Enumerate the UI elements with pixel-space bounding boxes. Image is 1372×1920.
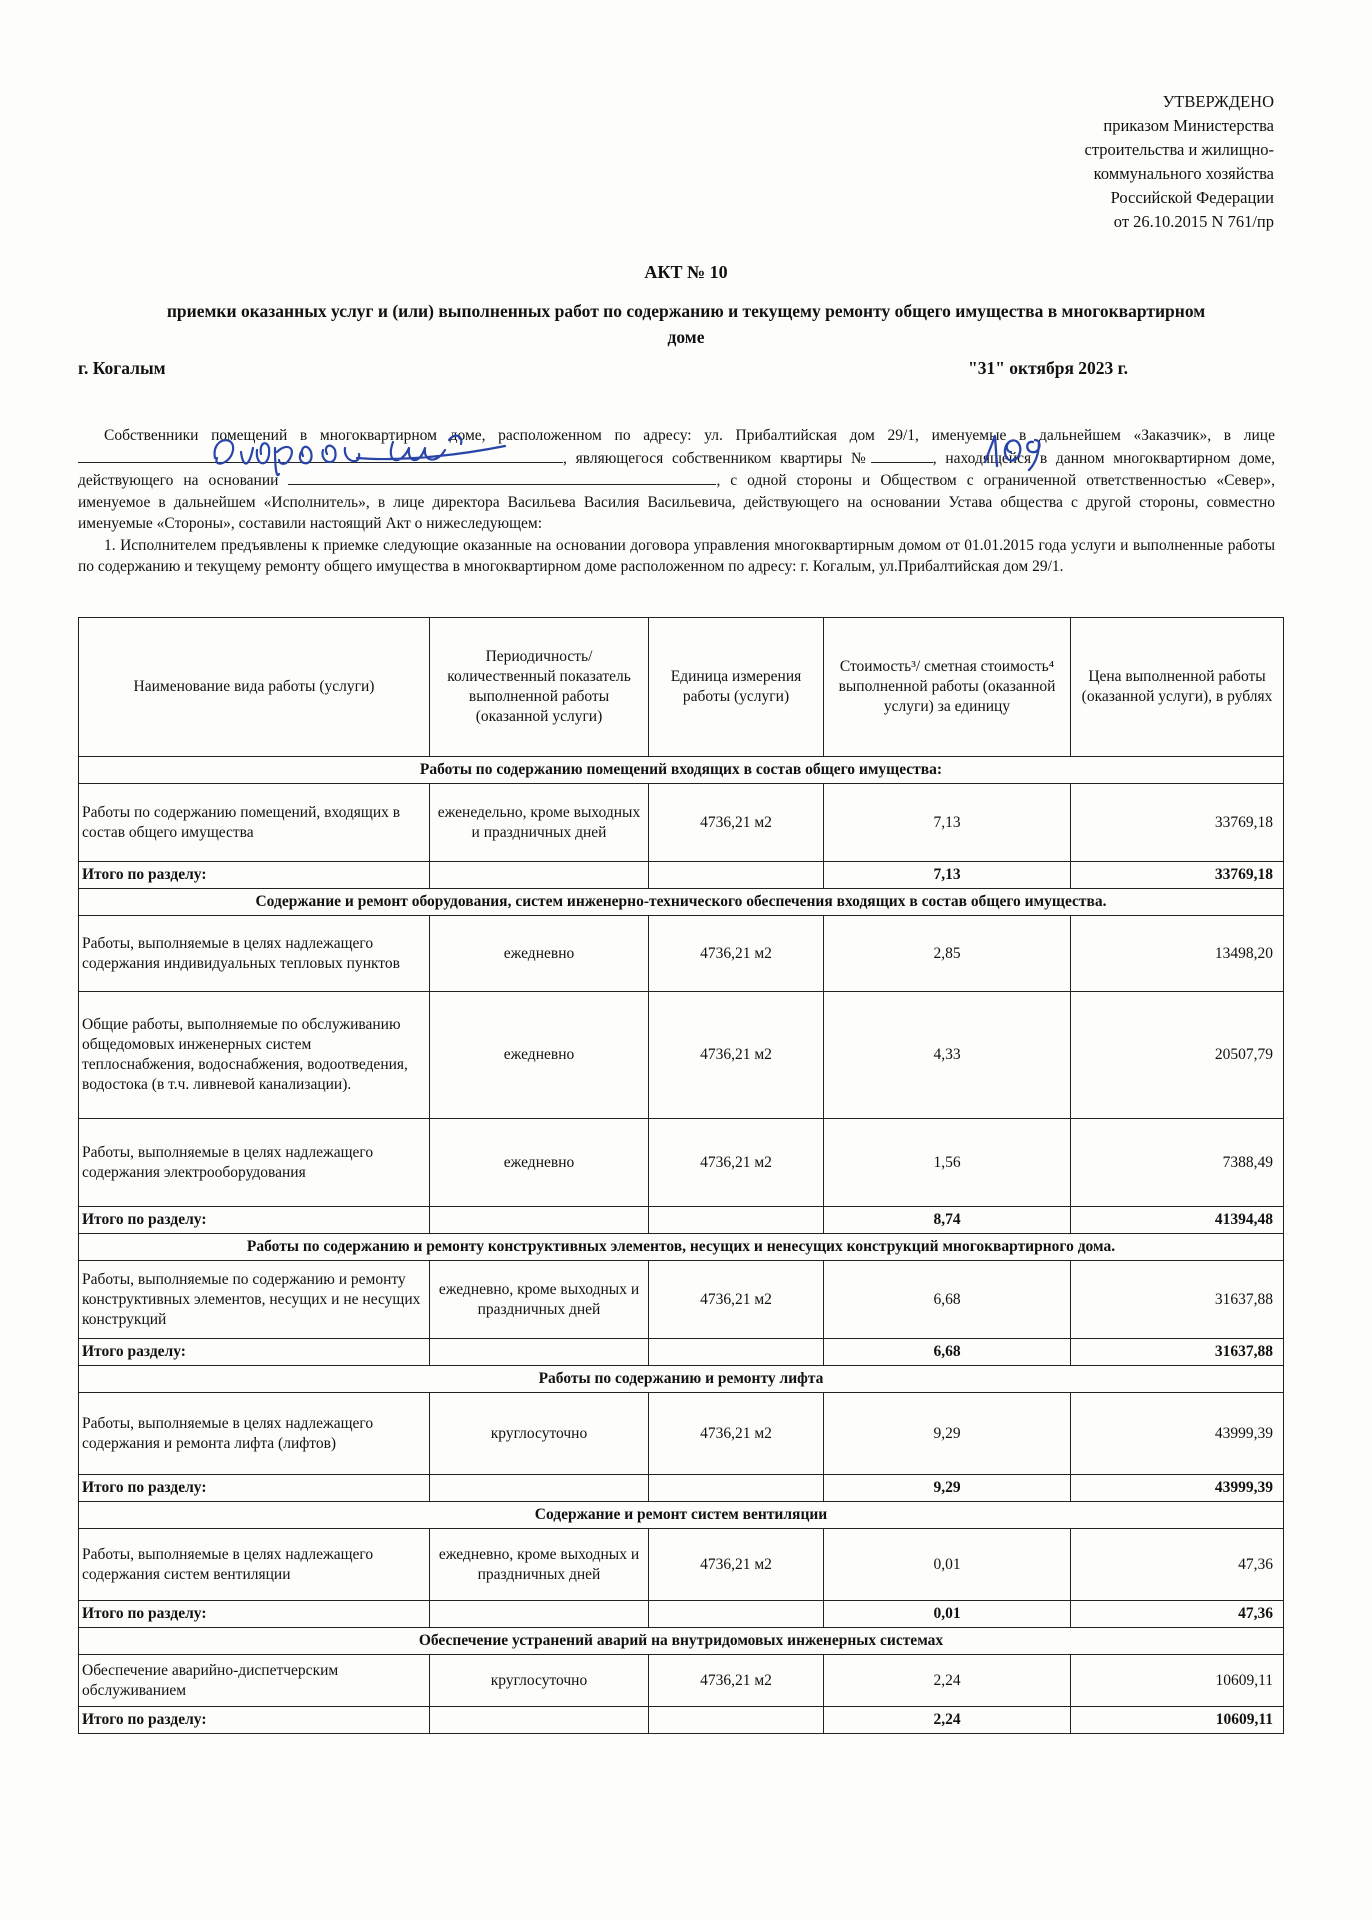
total-cost: 9,29 — [824, 1475, 1071, 1502]
header-work-name: Наименование вида работы (услуги) — [79, 618, 430, 757]
total-cost: 6,68 — [824, 1339, 1071, 1366]
price-cell: 43999,39 — [1071, 1393, 1284, 1475]
intro-paragraph-services: 1. Исполнителем предъявлены к приемке следующие оказанные на основании договора управления многоквартирным домом от 01.01.2015 года услуги и выполненные работы по содержанию и текущему ремонту общего имущества в многоквартирном доме расположенном по адресу: г. Когалым, ул.Прибалтийская дом 29/1. — [78, 536, 1275, 575]
section-title: Работы по содержанию и ремонту лифта — [79, 1366, 1284, 1393]
approval-line: от 26.10.2015 N 761/пр — [1113, 212, 1274, 231]
unit-cell: 4736,21 м2 — [649, 916, 824, 992]
unit-cost-cell: 2,24 — [824, 1655, 1071, 1707]
unit-cost-cell: 4,33 — [824, 992, 1071, 1119]
total-cost: 7,13 — [824, 862, 1071, 889]
total-cost: 2,24 — [824, 1707, 1071, 1734]
periodicity-cell: круглосуточно — [430, 1393, 649, 1475]
unit-cost-cell: 1,56 — [824, 1119, 1071, 1207]
work-name-cell: Работы, выполняемые в целях надлежащего содержания систем вентиляции — [79, 1529, 430, 1601]
total-label: Итого по разделу: — [79, 1475, 430, 1502]
approval-line: Российской Федерации — [1110, 188, 1274, 207]
total-label: Итого разделу: — [79, 1339, 430, 1366]
unit-cell: 4736,21 м2 — [649, 1529, 824, 1601]
table-row — [79, 1655, 1284, 1707]
section-title: Работы по содержанию и ремонту конструктивных элементов, несущих и ненесущих конструкций многоквартирного дома. — [79, 1234, 1284, 1261]
unit-cost-cell: 7,13 — [824, 784, 1071, 862]
periodicity-cell: ежедневно — [430, 916, 649, 992]
table-row — [79, 1119, 1284, 1207]
table-header-row — [79, 618, 1284, 757]
approval-stamp-block — [1085, 90, 1274, 234]
table-row — [79, 784, 1284, 862]
unit-cost-cell: 9,29 — [824, 1393, 1071, 1475]
section-header-row — [79, 1628, 1284, 1655]
unit-cell: 4736,21 м2 — [649, 1119, 824, 1207]
table-row — [79, 1529, 1284, 1601]
total-cost: 0,01 — [824, 1601, 1071, 1628]
section-header-row — [79, 1234, 1284, 1261]
act-subtitle: приемки оказанных услуг и (или) выполненных работ по содержанию и текущему ремонту общего имущества в многоквартирном доме — [166, 301, 1206, 347]
price-cell: 33769,18 — [1071, 784, 1284, 862]
section-total-row — [79, 1207, 1284, 1234]
section-title: Работы по содержанию помещений входящих в состав общего имущества: — [79, 757, 1284, 784]
section-total-row — [79, 1339, 1284, 1366]
section-title: Содержание и ремонт оборудования, систем инженерно-технического обеспечения входящих в состав общего имущества. — [79, 889, 1284, 916]
price-cell: 47,36 — [1071, 1529, 1284, 1601]
total-label: Итого по разделу: — [79, 1601, 430, 1628]
section-header-row — [79, 1502, 1284, 1529]
section-total-row — [79, 1707, 1284, 1734]
table-row — [79, 916, 1284, 992]
periodicity-cell: круглосуточно — [430, 1655, 649, 1707]
section-total-row — [79, 1601, 1284, 1628]
total-label: Итого по разделу: — [79, 1207, 430, 1234]
work-name-cell: Общие работы, выполняемые по обслуживанию общедомовых инженерных систем теплоснабжения, водоснабжения, водоотведения, водостока (в т.ч. ливневой канализации). — [79, 992, 430, 1119]
total-label: Итого по разделу: — [79, 1707, 430, 1734]
header-price: Цена выполненной работы (оказанной услуги), в рублях — [1071, 618, 1284, 757]
price-cell: 20507,79 — [1071, 992, 1284, 1119]
approval-line: коммунального хозяйства — [1093, 164, 1274, 183]
total-price: 33769,18 — [1071, 862, 1284, 889]
work-name-cell: Работы, выполняемые в целях надлежащего содержания электрооборудования — [79, 1119, 430, 1207]
section-total-row — [79, 1475, 1284, 1502]
work-name-cell: Работы по содержанию помещений, входящих в состав общего имущества — [79, 784, 430, 862]
header-periodicity: Периодичность/ количественный показатель выполненной работы (оказанной услуги) — [430, 618, 649, 757]
total-price: 47,36 — [1071, 1601, 1284, 1628]
approval-line: УТВЕРЖДЕНО — [1162, 92, 1274, 111]
unit-cell: 4736,21 м2 — [649, 1393, 824, 1475]
unit-cell: 4736,21 м2 — [649, 784, 824, 862]
handwritten-signature — [205, 428, 535, 478]
unit-cost-cell: 0,01 — [824, 1529, 1071, 1601]
act-date: "31" октября 2023 г. — [968, 358, 1129, 378]
approval-line: приказом Министерства — [1103, 116, 1274, 135]
section-title: Содержание и ремонт систем вентиляции — [79, 1502, 1284, 1529]
header-unit-cost: Стоимость³/ сметная стоимость⁴ выполненной работы (оказанной услуги) за единицу — [824, 618, 1071, 757]
section-total-row — [79, 862, 1284, 889]
periodicity-cell: ежедневно — [430, 992, 649, 1119]
price-cell: 10609,11 — [1071, 1655, 1284, 1707]
periodicity-cell: ежедневно, кроме выходных и праздничных дней — [430, 1261, 649, 1339]
approval-line: строительства и жилищно- — [1084, 140, 1274, 159]
total-price: 10609,11 — [1071, 1707, 1284, 1734]
intro-paragraph-parties: Собственники помещений в многоквартирном доме, расположенном по адресу: ул. Прибалтийская дом 29/1, именуемые в дальнейшем «Заказчик», в лице , являющегося собственником квартиры № , находящейся в данном многоквартирном доме, действующего на основании , с одной стороны и Обществом с ограниченной ответственностью «Север», именуемое в дальнейшем «Исполнитель», в лице директора Васильева Василия Васильевича, действующего на основании Устава общества с другой стороны, совместно именуемые «Стороны», составили настоящий Акт о нижеследующем: — [78, 427, 1276, 532]
unit-cost-cell: 6,68 — [824, 1261, 1071, 1339]
work-name-cell: Работы, выполняемые в целях надлежащего содержания индивидуальных тепловых пунктов — [79, 916, 430, 992]
section-header-row — [79, 757, 1284, 784]
periodicity-cell: еженедельно, кроме выходных и праздничных дней — [430, 784, 649, 862]
periodicity-cell: ежедневно, кроме выходных и праздничных дней — [430, 1529, 649, 1601]
table-row — [79, 992, 1284, 1119]
section-title: Обеспечение устранений аварий на внутридомовых инженерных системах — [79, 1628, 1284, 1655]
handwritten-apartment-number — [975, 432, 1065, 474]
apartment-number-field — [871, 447, 933, 463]
total-cost: 8,74 — [824, 1207, 1071, 1234]
unit-cell: 4736,21 м2 — [649, 992, 824, 1119]
table-row — [79, 1393, 1284, 1475]
price-cell: 7388,49 — [1071, 1119, 1284, 1207]
works-table — [78, 617, 1284, 1734]
periodicity-cell: ежедневно — [430, 1119, 649, 1207]
unit-cell: 4736,21 м2 — [649, 1655, 824, 1707]
price-cell: 31637,88 — [1071, 1261, 1284, 1339]
unit-cost-cell: 2,85 — [824, 916, 1071, 992]
total-price: 43999,39 — [1071, 1475, 1284, 1502]
total-price: 41394,48 — [1071, 1207, 1284, 1234]
header-unit: Единица измерения работы (услуги) — [649, 618, 824, 757]
unit-cell: 4736,21 м2 — [649, 1261, 824, 1339]
price-cell: 13498,20 — [1071, 916, 1284, 992]
work-name-cell: Обеспечение аварийно-диспетчерским обслуживанием — [79, 1655, 430, 1707]
city: г. Когалым — [78, 358, 166, 378]
table-row — [79, 1261, 1284, 1339]
work-name-cell: Работы, выполняемые в целях надлежащего содержания и ремонта лифта (лифтов) — [79, 1393, 430, 1475]
section-header-row — [79, 889, 1284, 916]
total-price: 31637,88 — [1071, 1339, 1284, 1366]
act-title: АКТ № 10 — [644, 262, 728, 282]
section-header-row — [79, 1366, 1284, 1393]
total-label: Итого по разделу: — [79, 862, 430, 889]
work-name-cell: Работы, выполняемые по содержанию и ремонту конструктивных элементов, несущих и не несущих конструкций — [79, 1261, 430, 1339]
